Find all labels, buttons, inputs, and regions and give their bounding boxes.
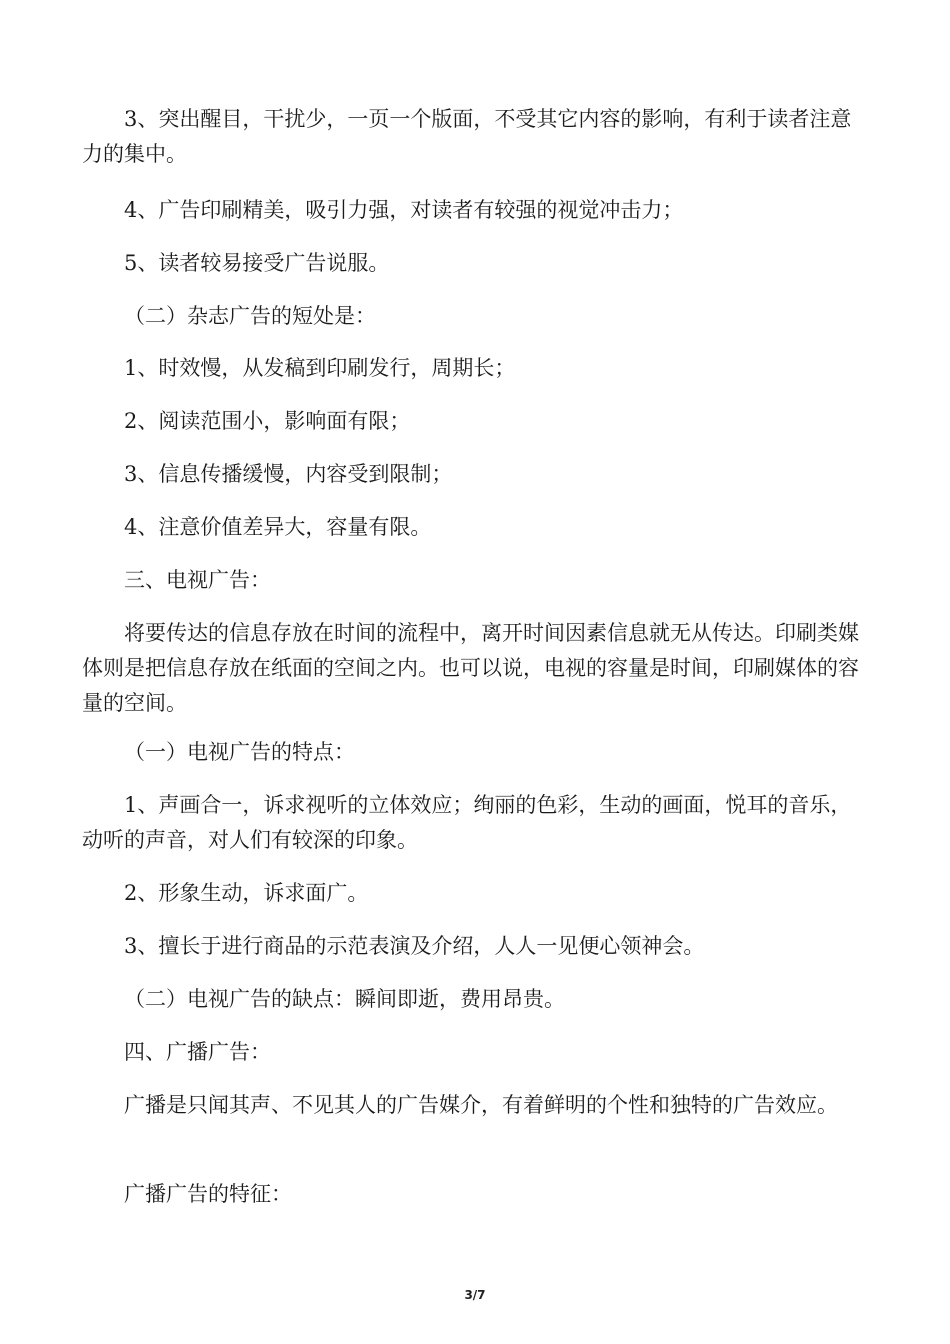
paragraph-10: 将要传达的信息存放在时间的流程中，离开时间因素信息就无从传达。印刷类媒体则是把信息存放在纸面的空间之内。也可以说，电视的容量是时间，印刷媒体的容量的空间。 xyxy=(82,621,859,715)
paragraph-17: 广播是只闻其声、不见其人的广告媒介，有着鲜明的个性和独特的广告效应。 xyxy=(124,1093,838,1117)
paragraph-18: 广播广告的特征： xyxy=(124,1182,292,1206)
paragraph-2: 4、广告印刷精美，吸引力强，对读者有较强的视觉冲击力； xyxy=(124,198,684,222)
paragraph-5: 1、时效慢，从发稿到印刷发行，周期长； xyxy=(124,356,516,380)
paragraph-9: 三、电视广告： xyxy=(124,568,271,592)
paragraph-14: 3、擅长于进行商品的示范表演及介绍，人人一见便心领神会。 xyxy=(124,934,705,958)
paragraph-11: （一）电视广告的特点： xyxy=(124,740,355,764)
page-number: 3/7 xyxy=(464,1288,486,1302)
paragraph-7: 3、信息传播缓慢，内容受到限制； xyxy=(124,462,453,486)
paragraph-8: 4、注意价值差异大，容量有限。 xyxy=(124,515,432,539)
paragraph-16: 四、广播广告： xyxy=(124,1040,271,1064)
paragraph-1: 3、突出醒目，干扰少，一页一个版面，不受其它内容的影响，有利于读者注意力的集中。 xyxy=(82,107,852,166)
paragraph-12: 1、声画合一，诉求视听的立体效应；绚丽的色彩，生动的画面，悦耳的音乐，动听的声音，对人们有较深的印象。 xyxy=(82,793,852,852)
paragraph-15: （二）电视广告的缺点：瞬间即逝，费用昂贵。 xyxy=(124,987,565,1011)
paragraph-6: 2、阅读范围小，影响面有限； xyxy=(124,409,411,433)
paragraph-3: 5、读者较易接受广告说服。 xyxy=(124,251,390,275)
paragraph-4: （二）杂志广告的短处是： xyxy=(124,304,376,328)
paragraph-13: 2、形象生动，诉求面广。 xyxy=(124,881,369,905)
